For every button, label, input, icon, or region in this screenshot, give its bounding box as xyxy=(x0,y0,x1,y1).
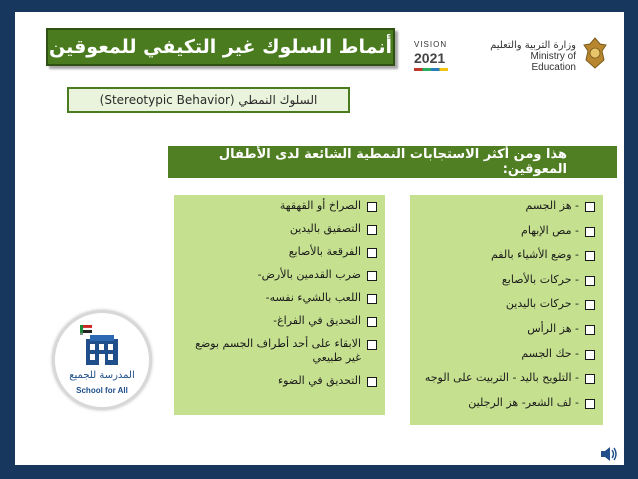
checkbox-bullet-icon xyxy=(585,202,595,212)
list-item xyxy=(180,268,377,282)
frame-top-border xyxy=(0,0,638,12)
ministry-logo-text xyxy=(484,40,576,73)
header-logos xyxy=(412,26,612,86)
ministry-name-ar: وزارة التربية والتعليم xyxy=(490,40,576,51)
list-item-text: الابقاء على أحد أطراف الجسم بوضع غير طبيعي xyxy=(195,337,361,364)
checkbox-bullet-icon xyxy=(367,225,377,235)
list-item xyxy=(180,199,377,213)
list-item-text: اللعب بالشيء نفسه- xyxy=(265,291,361,304)
school-name-en: School for All xyxy=(76,386,128,395)
list-item-text: التحديق في الضوء xyxy=(277,374,361,387)
list-item-text: - لف الشعر- هز الرجلين xyxy=(468,395,579,409)
checkbox-bullet-icon xyxy=(367,317,377,327)
slide-title: أنماط السلوك غير التكيفي للمعوقين xyxy=(46,28,395,66)
list-item xyxy=(416,347,595,361)
checkbox-bullet-icon xyxy=(367,248,377,258)
list-item-text: - وضع الأشياء بالفم xyxy=(490,248,579,262)
list-item xyxy=(416,248,595,262)
list-item xyxy=(180,374,377,388)
checkbox-bullet-icon xyxy=(585,374,595,384)
school-name-ar: المدرسة للجميع xyxy=(69,370,135,381)
list-item-text: - حك الجسم xyxy=(521,346,579,360)
checkbox-bullet-icon xyxy=(585,350,595,360)
behavior-list-left xyxy=(174,195,385,415)
vision-color-bar xyxy=(414,68,448,71)
checkbox-bullet-icon xyxy=(585,276,595,286)
frame-left-border xyxy=(0,0,15,479)
list-item-text: ضرب القدمين بالأرض- xyxy=(257,268,361,281)
list-item-text: - مص الإبهام xyxy=(521,223,579,237)
list-item xyxy=(416,322,595,336)
list-item xyxy=(180,222,377,236)
behavior-list-right xyxy=(410,195,603,425)
list-item-text: الصراخ أو القهقهة xyxy=(279,199,361,212)
list-item xyxy=(180,291,377,305)
checkbox-bullet-icon xyxy=(367,377,377,387)
list-item xyxy=(416,297,595,311)
list-item-text: - التلويح باليد - التربيت على الوجه xyxy=(424,371,579,385)
frame-bottom-border xyxy=(0,465,638,479)
school-for-all-logo xyxy=(52,310,152,410)
list-item xyxy=(416,371,595,385)
uae-emblem-icon xyxy=(580,36,610,72)
list-item xyxy=(416,199,595,213)
list-item-text: التحديق في الفراغ- xyxy=(273,314,361,327)
checkbox-bullet-icon xyxy=(585,399,595,409)
list-item-text: - حركات باليدين xyxy=(505,297,579,311)
list-item xyxy=(180,245,377,259)
list-item-text: التصفيق باليدين xyxy=(289,222,361,235)
list-item-text: - هز الجسم xyxy=(525,199,579,212)
school-building-icon xyxy=(76,323,128,369)
intro-banner: هذا ومن أكثر الاستجابات النمطية الشائعة لدى الأطفال المعوقين: xyxy=(168,146,617,178)
list-item-text: - حركات بالأصابع xyxy=(501,272,579,286)
audio-speaker-icon[interactable] xyxy=(600,446,618,462)
list-item xyxy=(416,273,595,287)
vision-year: 2021 xyxy=(414,50,446,66)
list-item xyxy=(180,314,377,328)
slide-subtitle: السلوك النمطي (Stereotypic Behavior) xyxy=(67,87,350,113)
list-item xyxy=(416,396,595,410)
list-item xyxy=(180,337,377,365)
checkbox-bullet-icon xyxy=(367,340,377,350)
list-item xyxy=(416,224,595,238)
list-item-text: الفرقعة بالأصابع xyxy=(288,245,361,258)
checkbox-bullet-icon xyxy=(585,227,595,237)
checkbox-bullet-icon xyxy=(367,294,377,304)
frame-right-border xyxy=(624,0,638,479)
ministry-name-en: Ministry of Education xyxy=(530,51,576,73)
vision-2021-logo xyxy=(412,36,462,82)
checkbox-bullet-icon xyxy=(585,325,595,335)
list-item-text: - هز الرأس xyxy=(527,321,579,335)
checkbox-bullet-icon xyxy=(367,271,377,281)
checkbox-bullet-icon xyxy=(585,251,595,261)
checkbox-bullet-icon xyxy=(367,202,377,212)
checkbox-bullet-icon xyxy=(585,300,595,310)
vision-label: VISION xyxy=(414,40,448,49)
